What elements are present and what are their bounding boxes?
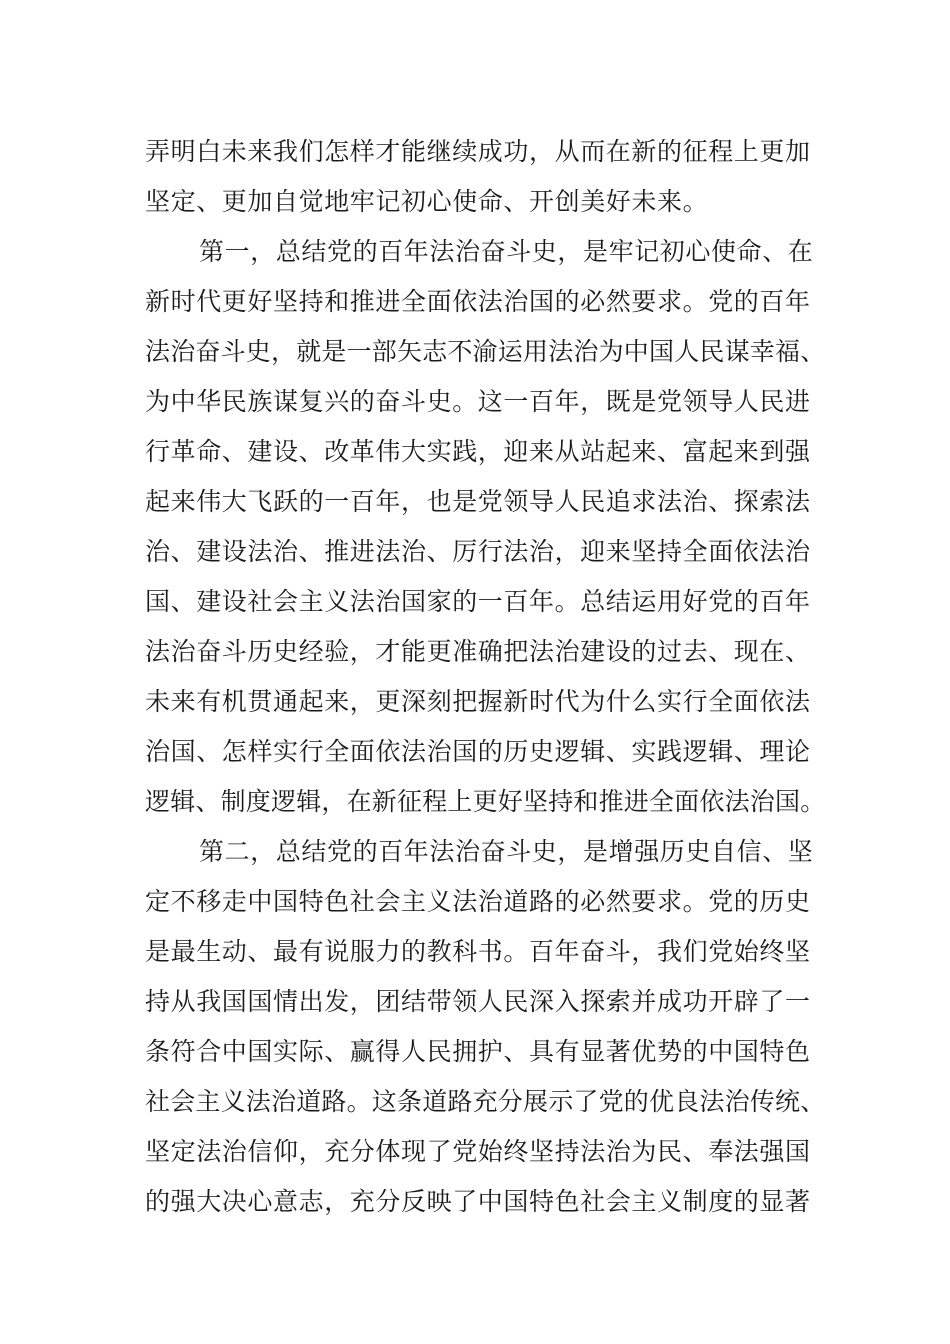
paragraph-first-line: 第一，总结党的百年法治奋斗史，是牢记初心使命、在 bbox=[199, 237, 814, 266]
text-line: 定不移走中国特色社会主义法治道路的必然要求。党的历史 bbox=[145, 887, 811, 916]
text-line: 坚定、更加自觉地牢记初心使命、开创美好未来。 bbox=[145, 187, 709, 216]
text-line: 未来有机贯通起来，更深刻把握新时代为什么实行全面依法 bbox=[145, 687, 811, 716]
text-line: 是最生动、最有说服力的教科书。百年奋斗，我们党始终坚 bbox=[145, 937, 811, 966]
paragraph-first-line: 第二，总结党的百年法治奋斗史，是增强历史自信、坚 bbox=[199, 837, 814, 866]
text-line: 国、建设社会主义法治国家的一百年。总结运用好党的百年 bbox=[145, 587, 811, 616]
text-line: 为中华民族谋复兴的奋斗史。这一百年，既是党领导人民进 bbox=[145, 387, 811, 416]
text-line: 逻辑、制度逻辑，在新征程上更好坚持和推进全面依法治国。 bbox=[145, 787, 826, 816]
text-line: 起来伟大飞跃的一百年，也是党领导人民追求法治、探索法 bbox=[145, 487, 811, 516]
text-line: 条符合中国实际、赢得人民拥护、具有显著优势的中国特色 bbox=[145, 1037, 811, 1066]
text-line: 行革命、建设、改革伟大实践，迎来从站起来、富起来到强 bbox=[145, 437, 811, 466]
text-line: 的强大决心意志，充分反映了中国特色社会主义制度的显著 bbox=[145, 1187, 811, 1216]
text-line: 弄明白未来我们怎样才能继续成功，从而在新的征程上更加 bbox=[145, 137, 811, 166]
text-line: 社会主义法治道路。这条道路充分展示了党的优良法治传统、 bbox=[145, 1087, 826, 1116]
text-line: 治国、怎样实行全面依法治国的历史逻辑、实践逻辑、理论 bbox=[145, 737, 811, 766]
body-text bbox=[145, 127, 825, 1227]
text-line: 新时代更好坚持和推进全面依法治国的必然要求。党的百年 bbox=[145, 287, 811, 316]
text-line: 法治奋斗史，就是一部矢志不渝运用法治为中国人民谋幸福、 bbox=[145, 337, 826, 366]
text-line: 坚定法治信仰，充分体现了党始终坚持法治为民、奉法强国 bbox=[145, 1137, 811, 1166]
text-line: 治、建设法治、推进法治、厉行法治，迎来坚持全面依法治 bbox=[145, 537, 811, 566]
text-line: 法治奋斗历史经验，才能更准确把法治建设的过去、现在、 bbox=[145, 637, 811, 666]
text-line: 持从我国国情出发，团结带领人民深入探索并成功开辟了一 bbox=[145, 987, 811, 1016]
